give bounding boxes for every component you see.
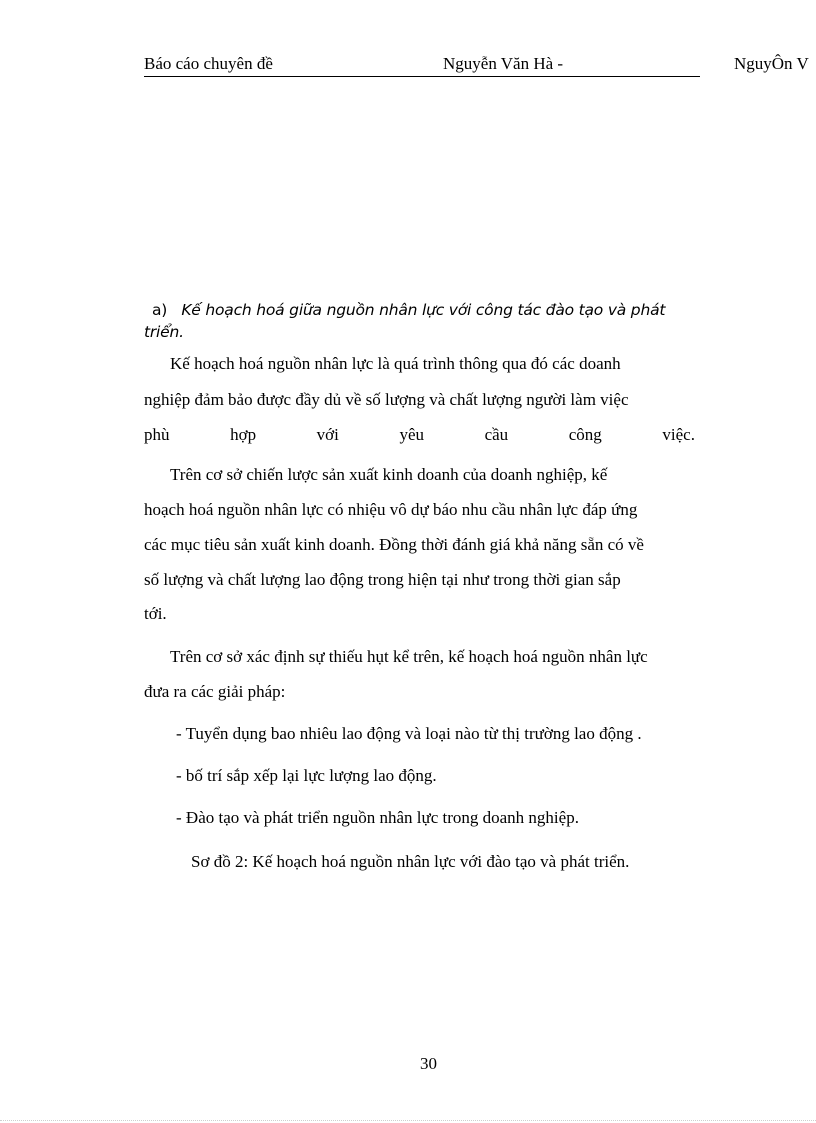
word: với [316,425,339,444]
paragraph2-line5: tới. [144,604,167,623]
word: việc. [662,425,695,444]
paragraph1-line1: Kế hoạch hoá nguồn nhân lực là quá trình thông qua đó các doanh [170,354,621,373]
header-left-title: Báo cáo chuyên đề [144,54,273,73]
section-heading-text: Kế hoạch hoá giữa nguồn nhân lực với công tác đào tạo và phát [181,301,666,319]
word: cầu [484,425,509,444]
page-number: 30 [420,1054,437,1073]
header-author: Nguyễn Văn Hà - [443,54,564,73]
paragraph2-line4: số lượng và chất lượng lao động trong hiện tại như trong thời gian sắp [144,570,621,589]
paragraph2-line2: hoạch hoá nguồn nhân lực có nhiệu vô dự báo nhu cầu nhân lực đáp ứng [144,500,638,519]
word: hợp [230,425,257,444]
word: công [568,425,602,444]
paragraph3-line2: đưa ra các giải pháp: [144,682,286,701]
page-bottom-border [0,1120,816,1121]
header-right-fragment: NguyÔn V [734,54,809,73]
paragraph2-line1: Trên cơ sở chiến lược sản xuất kinh doanh của doanh nghiệp, kế [170,465,608,484]
word: yêu [399,425,424,444]
bullet-item-training: - Đào tạo và phát triển nguồn nhân lực trong doanh nghiệp. [176,808,579,827]
paragraph2-line3: các mục tiêu sản xuất kinh doanh. Đồng thời đánh giá khả năng sẵn có về [144,535,644,554]
figure-caption: Sơ đồ 2: Kế hoạch hoá nguồn nhân lực với đào tạo và phát triển. [191,852,630,871]
section-heading-line1 [152,301,665,319]
bullet-item-recruitment: - Tuyển dụng bao nhiêu lao động và loại nào từ thị trường lao động . [176,724,642,743]
section-heading-label: a) [152,301,168,319]
paragraph1-line2: nghiệp đảm bảo được đầy dủ về số lượng và chất lượng người làm việc [144,390,629,409]
paragraph3-line1: Trên cơ sở xác định sự thiếu hụt kể trên, kế hoạch hoá nguồn nhân lực [170,647,648,666]
paragraph1-line3 [144,425,695,445]
word: phù [144,425,170,444]
header-rule [144,76,700,77]
bullet-item-arrangement: - bố trí sắp xếp lại lực lượng lao động. [176,766,437,785]
section-heading-line2: triển. [144,323,184,341]
